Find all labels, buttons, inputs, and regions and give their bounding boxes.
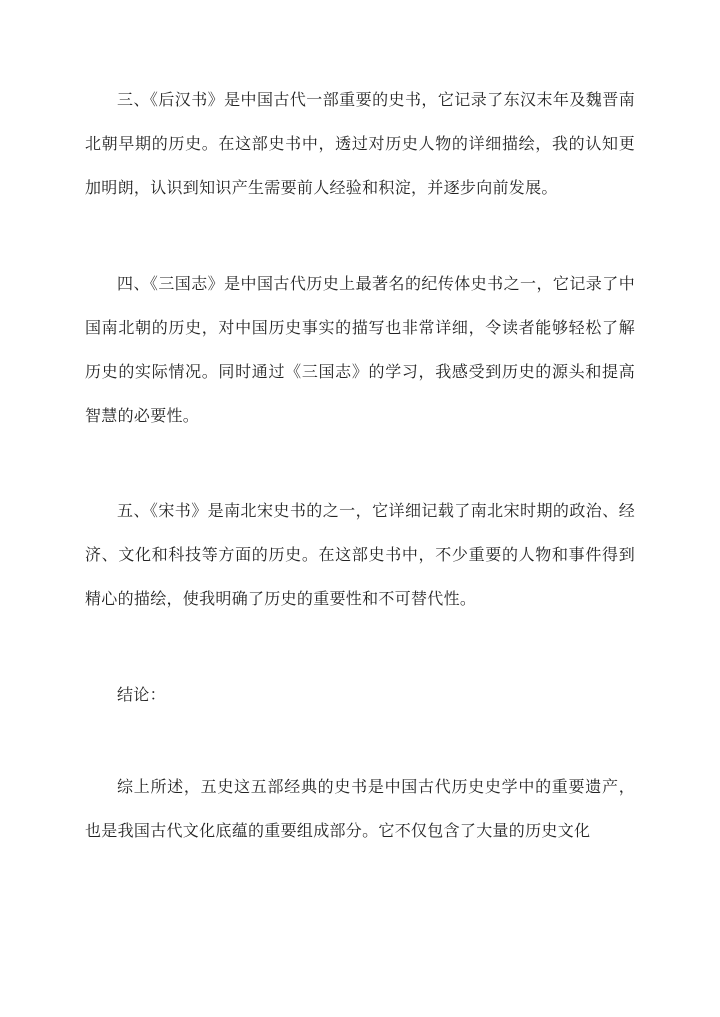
paragraph-houhanshu: 三、《后汉书》是中国古代一部重要的史书，它记录了东汉末年及魏晋南北朝早期的历史。在这部史书中，透过对历史人物的详细描绘，我的认知更加明朗，认识到知识产生需要前人经验和积淀，并逐步向前发展。 (85, 90, 635, 197)
paragraph-songshu: 五、《宋书》是南北宋史书的之一，它详细记载了南北宋时期的政治、经济、文化和科技等方面的历史。在这部史书中，不少重要的人物和事件得到精心的描绘，使我明确了历史的重要性和不可替代性。 (85, 501, 635, 608)
paragraph-summary: 综上所述，五史这五部经典的史书是中国古代历史史学中的重要遗产，也是我国古代文化底蕴的重要组成部分。它不仅包含了大量的历史文化 (85, 777, 635, 840)
paragraph-sanguozhi: 四、《三国志》是中国古代历史上最著名的纪传体史书之一，它记录了中国南北朝的历史，对中国历史事实的描写也非常详细，令读者能够轻松了解历史的实际情况。同时通过《三国志》的学习，我感受到历史的源头和提高智慧的必要性。 (85, 274, 635, 425)
conclusion-heading: 结论： (117, 685, 166, 704)
